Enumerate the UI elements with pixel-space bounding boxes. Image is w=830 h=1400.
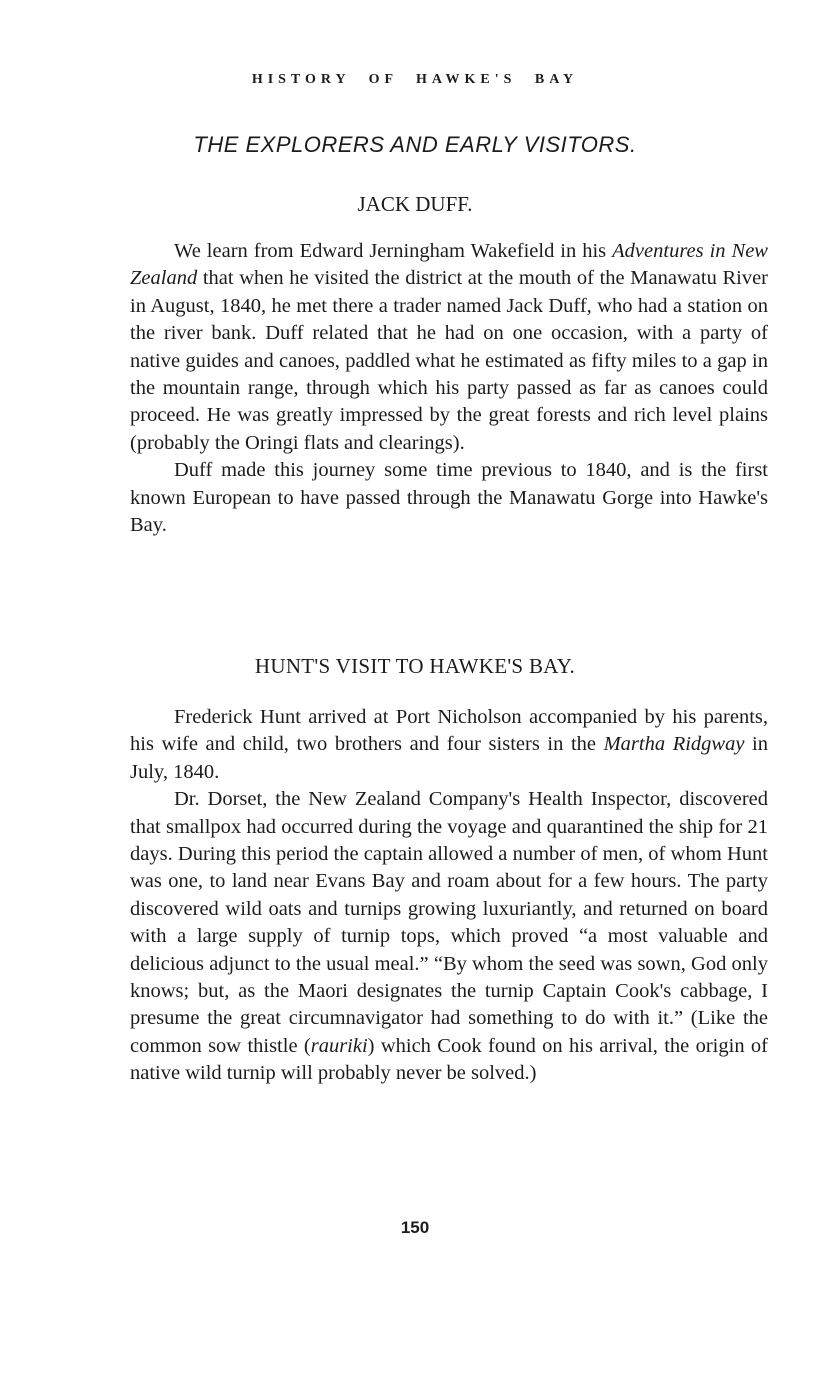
text-run: that when he visited the district at the mouth of the Manawatu River in August, 1840, he met there a trader named Jack Duff, who had a station on the river bank. Duff related that he had on one occasion, with a party of native guides and canoes, paddled what he estimated as fifty miles to a gap in the mountain range, through which his party passed as far as canoes could proceed. He was greatly impressed by the great forests and rich level plains (probably the Oringi flats and clearings). [130, 267, 768, 454]
heading-jack-duff: JACK DUFF. [357, 192, 473, 216]
paragraph [130, 457, 768, 539]
text-run: in July, 1840. [130, 733, 768, 783]
italic-text: Adventures in New Zealand [130, 240, 768, 290]
italic-text: Martha Ridgway [603, 733, 745, 756]
text-run: We learn from Edward Jerningham Wakefield in his [174, 240, 613, 262]
text-run: Dr. Dorset, the New Zealand Company's Health Inspector, discovered that smallpox had occurred during the voyage and quarantined the ship for 21 days. During this period the captain allowed a number of men, of whom Hunt was one, to land near Evans Bay and roam about for a few hours. The party discovered wild oats and turnips growing luxuriantly, and returned on board with a large supply of turnip tops, which proved “a most valuable and delicious adjunct to the usual meal.” “By whom the seed was sown, God only knows; but, as the Maori designates the turnip Captain Cook's cabbage, I presume the great circumnavigator had something to do with it.” (Like the common sow thistle ( [130, 788, 768, 1057]
heading-hunts-visit: HUNT'S VISIT TO HAWKE'S BAY. [254, 654, 576, 678]
text-run: ) which Cook found on his arrival, the origin of native wild turnip will probably never be solved.) [130, 1034, 768, 1085]
paragraph [130, 238, 768, 457]
hunts-visit-body [130, 704, 768, 1088]
jack-duff-body [130, 238, 768, 539]
running-head: HISTORY OF HAWKE'S BAY [251, 72, 579, 87]
italic-text: rauriki [310, 1034, 368, 1057]
paragraph [130, 704, 768, 786]
paragraph [130, 786, 768, 1087]
page-number: 150 [400, 1218, 430, 1237]
section-title: THE EXPLORERS AND EARLY VISITORS. [193, 132, 637, 157]
text-run: Duff made this journey some time previous to 1840, and is the first known European to have passed through the Manawatu Gorge into Hawke's Bay. [130, 459, 768, 537]
text-run: Frederick Hunt arrived at Port Nicholson accompanied by his parents, his wife and child, two brothers and four sisters in the [130, 706, 768, 756]
